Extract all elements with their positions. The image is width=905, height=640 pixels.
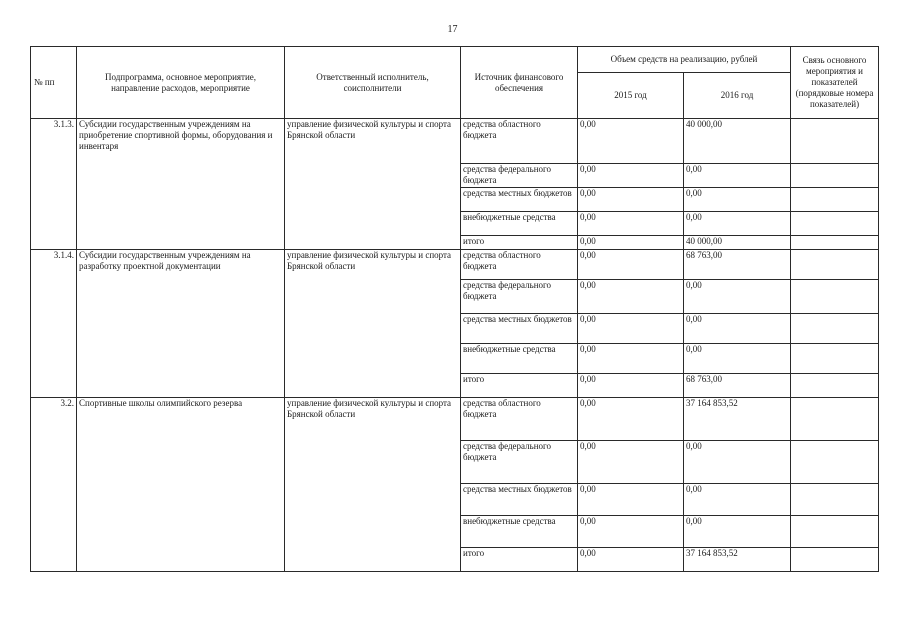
value-2015: 0,00 — [578, 250, 684, 280]
funding-source: средства областного бюджета — [461, 398, 578, 441]
value-2015: 0,00 — [578, 398, 684, 441]
header-link: Связь основного мероприятия и показателей (порядковые номера показателей) — [791, 47, 879, 119]
value-2015: 0,00 — [578, 441, 684, 484]
value-2016: 0,00 — [684, 344, 791, 374]
funding-source: внебюджетные средства — [461, 516, 578, 548]
value-2016: 68 763,00 — [684, 250, 791, 280]
funding-source: средства местных бюджетов — [461, 484, 578, 516]
indicator-link-cell — [791, 236, 879, 250]
header-num: № пп — [31, 47, 77, 119]
value-2016: 0,00 — [684, 484, 791, 516]
value-2015: 0,00 — [578, 280, 684, 314]
value-2016-total: 68 763,00 — [684, 374, 791, 398]
funding-table — [30, 46, 879, 572]
value-2016-total: 40 000,00 — [684, 236, 791, 250]
value-2016: 0,00 — [684, 441, 791, 484]
indicator-link-cell — [791, 441, 879, 484]
value-2015-total: 0,00 — [578, 374, 684, 398]
header-source: Источник финансового обеспечения — [461, 47, 578, 119]
row-number: 3.2. — [31, 398, 77, 572]
indicator-link-cell — [791, 188, 879, 212]
value-2016: 37 164 853,52 — [684, 398, 791, 441]
value-2015: 0,00 — [578, 314, 684, 344]
funding-source: средства федерального бюджета — [461, 164, 578, 188]
indicator-link-cell — [791, 516, 879, 548]
indicator-link-cell — [791, 398, 879, 441]
measure-name: Спортивные школы олимпийского резерва — [77, 398, 285, 572]
indicator-link-cell — [791, 548, 879, 572]
funding-source: средства областного бюджета — [461, 250, 578, 280]
table-body — [31, 119, 879, 572]
value-2015: 0,00 — [578, 119, 684, 164]
funding-source: средства местных бюджетов — [461, 314, 578, 344]
value-2015: 0,00 — [578, 212, 684, 236]
funding-source-total: итого — [461, 374, 578, 398]
executor-name: управление физической культуры и спорта Брянской области — [285, 398, 461, 572]
row-number: 3.1.3. — [31, 119, 77, 250]
measure-name: Субсидии государственным учреждениям на разработку проектной документации — [77, 250, 285, 398]
value-2015: 0,00 — [578, 344, 684, 374]
value-2016: 40 000,00 — [684, 119, 791, 164]
indicator-link-cell — [791, 484, 879, 516]
value-2016: 0,00 — [684, 516, 791, 548]
value-2016: 0,00 — [684, 314, 791, 344]
indicator-link-cell — [791, 164, 879, 188]
indicator-link-cell — [791, 212, 879, 236]
value-2015-total: 0,00 — [578, 548, 684, 572]
value-2016: 0,00 — [684, 164, 791, 188]
value-2016: 0,00 — [684, 212, 791, 236]
table-row — [31, 119, 879, 164]
value-2015-total: 0,00 — [578, 236, 684, 250]
value-2016-total: 37 164 853,52 — [684, 548, 791, 572]
row-number: 3.1.4. — [31, 250, 77, 398]
indicator-link-cell — [791, 374, 879, 398]
table-row — [31, 398, 879, 441]
executor-name: управление физической культуры и спорта Брянской области — [285, 119, 461, 250]
indicator-link-cell — [791, 314, 879, 344]
header-executor: Ответственный исполнитель, соисполнители — [285, 47, 461, 119]
header-year-2016: 2016 год — [684, 73, 791, 119]
value-2015: 0,00 — [578, 484, 684, 516]
funding-source: внебюджетные средства — [461, 344, 578, 374]
funding-source: средства областного бюджета — [461, 119, 578, 164]
funding-source: внебюджетные средства — [461, 212, 578, 236]
funding-source: средства местных бюджетов — [461, 188, 578, 212]
page-number: 17 — [447, 24, 458, 35]
value-2016: 0,00 — [684, 188, 791, 212]
value-2015: 0,00 — [578, 516, 684, 548]
funding-source-total: итого — [461, 236, 578, 250]
funding-source: средства федерального бюджета — [461, 441, 578, 484]
table-row — [31, 250, 879, 280]
value-2015: 0,00 — [578, 188, 684, 212]
funding-source-total: итого — [461, 548, 578, 572]
measure-name: Субсидии государственным учреждениям на приобретение спортивной формы, оборудования и инвентаря — [77, 119, 285, 250]
indicator-link-cell — [791, 119, 879, 164]
header-subprogram: Подпрограмма, основное мероприятие, направление расходов, мероприятие — [77, 47, 285, 119]
header-volume: Объем средств на реализацию, рублей — [578, 47, 791, 73]
indicator-link-cell — [791, 344, 879, 374]
indicator-link-cell — [791, 250, 879, 280]
header-year-2015: 2015 год — [578, 73, 684, 119]
funding-source: средства федерального бюджета — [461, 280, 578, 314]
executor-name: управление физической культуры и спорта Брянской области — [285, 250, 461, 398]
indicator-link-cell — [791, 280, 879, 314]
value-2016: 0,00 — [684, 280, 791, 314]
value-2015: 0,00 — [578, 164, 684, 188]
